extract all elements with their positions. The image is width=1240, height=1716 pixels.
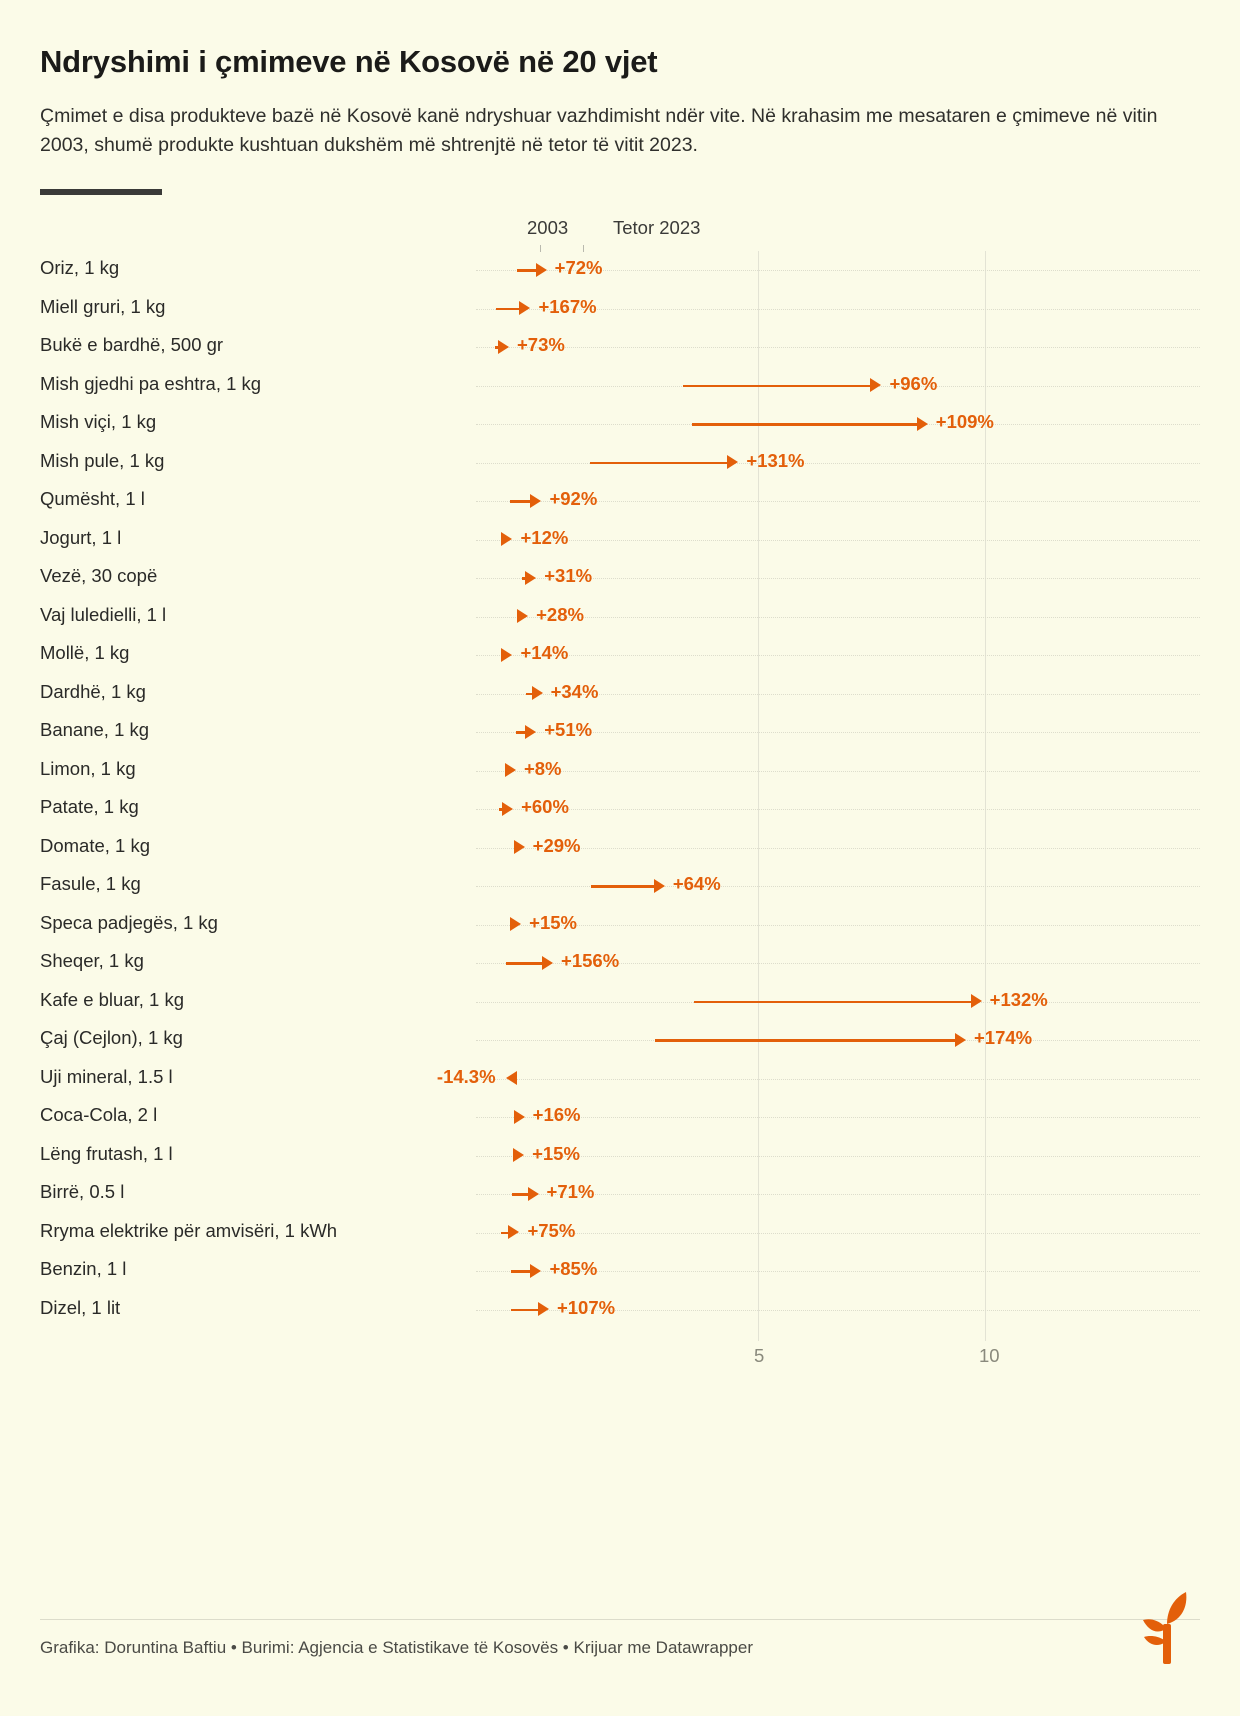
row-dotted-baseline	[476, 848, 1200, 849]
row-track	[476, 867, 1200, 906]
chart-row	[40, 867, 1200, 906]
row-label: Patate, 1 kg	[40, 796, 139, 818]
change-value-label: +16%	[532, 1104, 581, 1126]
change-value-label: +174%	[974, 1027, 1033, 1049]
change-value-label: +14%	[520, 642, 569, 664]
change-arrow-head	[955, 1033, 966, 1047]
change-value-label: +15%	[529, 911, 578, 933]
change-value-label: +60%	[521, 796, 569, 818]
row-track	[476, 675, 1200, 714]
change-arrow-head	[528, 1187, 539, 1201]
chart-row	[40, 559, 1200, 598]
chart-row	[40, 1137, 1200, 1176]
change-value-label: +15%	[532, 1142, 580, 1164]
row-track	[476, 713, 1200, 752]
change-arrow-head	[517, 609, 528, 623]
change-value-label: +132%	[989, 988, 1048, 1010]
change-value-label: +8%	[523, 757, 562, 779]
change-arrow-head	[542, 956, 553, 970]
row-dotted-baseline	[476, 1156, 1200, 1157]
row-track	[476, 482, 1200, 521]
x-tick-10: 10	[979, 1345, 1000, 1367]
row-label: Vezë, 30 copë	[40, 565, 158, 587]
change-arrow-head	[532, 686, 543, 700]
rferl-logo-icon	[1140, 1590, 1194, 1664]
row-label: Oriz, 1 kg	[40, 257, 120, 279]
row-label: Dizel, 1 lit	[40, 1296, 121, 1318]
change-arrow-line	[692, 423, 919, 426]
page-title: Ndryshimi i çmimeve në Kosovë në 20 vjet	[40, 44, 658, 79]
row-track	[476, 521, 1200, 560]
change-arrow-head	[530, 1264, 541, 1278]
row-label: Uji mineral, 1.5 l	[40, 1065, 173, 1087]
change-value-label: +131%	[746, 449, 805, 471]
row-label: Lëng frutash, 1 l	[40, 1142, 173, 1164]
change-value-label: +73%	[517, 334, 565, 356]
row-label: Qumësht, 1 l	[40, 488, 145, 510]
change-arrow-line	[510, 500, 532, 503]
row-dotted-baseline	[476, 1233, 1200, 1234]
row-track	[476, 944, 1200, 983]
arrow-range-chart	[40, 217, 1200, 1377]
chart-rows	[40, 251, 1200, 1329]
change-arrow-head	[917, 417, 928, 431]
change-value-label: +51%	[544, 719, 593, 741]
page-subtitle: Çmimet e disa produkteve bazë në Kosovë kanë ndryshuar vazhdimisht ndër vite. Në krahasim me mesataren e çmimeve në vitin 2003, shumë produkte kushtuan dukshëm më shtrenjtë në tetor të vitit 2023.	[40, 105, 1158, 156]
change-arrow-head	[514, 840, 525, 854]
row-label: Birrë, 0.5 l	[40, 1181, 125, 1203]
title-divider	[40, 189, 162, 195]
change-arrow-head	[654, 879, 665, 893]
row-dotted-baseline	[476, 463, 1200, 464]
chart-row	[40, 482, 1200, 521]
change-arrow-line	[591, 885, 656, 888]
row-label: Mish viçi, 1 kg	[40, 411, 157, 433]
change-arrow-line	[694, 1001, 973, 1004]
chart-row	[40, 328, 1200, 367]
chart-footer: Grafika: Doruntina Baftiu • Burimi: Agjencia e Statistikave të Kosovës • Krijuar me Datawrapper	[40, 1619, 1200, 1658]
row-track	[476, 752, 1200, 791]
change-value-label: +12%	[520, 526, 569, 548]
change-arrow-line	[496, 308, 521, 311]
change-value-label: +28%	[536, 603, 584, 625]
change-value-label: +71%	[546, 1181, 595, 1203]
row-track	[436, 1060, 1200, 1099]
chart-row	[40, 906, 1200, 945]
chart-row	[40, 367, 1200, 406]
row-track	[476, 598, 1200, 637]
chart-row	[40, 1291, 1200, 1330]
column-header-2023: Tetor 2023	[613, 217, 701, 239]
change-arrow-head	[727, 455, 738, 469]
row-track	[476, 1137, 1200, 1176]
change-arrow-head	[538, 1302, 549, 1316]
change-arrow-head	[508, 1225, 519, 1239]
x-axis	[476, 1345, 1200, 1371]
chart-row	[40, 1098, 1200, 1137]
row-track	[476, 1252, 1200, 1291]
chart-row	[40, 829, 1200, 868]
row-track	[476, 405, 1200, 444]
chart-row	[40, 444, 1200, 483]
row-label: Sheqer, 1 kg	[40, 950, 144, 972]
chart-row	[40, 1060, 1200, 1099]
row-label: Domate, 1 kg	[40, 834, 151, 856]
row-track	[476, 906, 1200, 945]
change-value-label: +64%	[672, 873, 721, 895]
change-value-label: +75%	[527, 1219, 576, 1241]
change-value-label: +156%	[561, 950, 620, 972]
row-label: Bukë e bardhë, 500 gr	[40, 334, 224, 356]
change-arrow-head	[505, 763, 516, 777]
row-label: Rryma elektrike për amvisëri, 1 kWh	[40, 1219, 338, 1241]
row-label: Dardhë, 1 kg	[40, 680, 146, 702]
row-label: Limon, 1 kg	[40, 757, 136, 779]
chart-row	[40, 521, 1200, 560]
row-label: Kafe e bluar, 1 kg	[40, 988, 184, 1010]
chart-row	[40, 983, 1200, 1022]
change-value-label: +109%	[935, 411, 994, 433]
change-arrow-head	[525, 725, 536, 739]
row-label: Mish pule, 1 kg	[40, 449, 165, 471]
change-value-label: +107%	[556, 1296, 616, 1318]
row-label: Mollë, 1 kg	[40, 642, 130, 664]
change-arrow-head	[502, 802, 513, 816]
row-track	[476, 444, 1200, 483]
row-dotted-baseline	[476, 925, 1200, 926]
chart-row	[40, 752, 1200, 791]
change-arrow-head	[506, 1071, 517, 1085]
change-arrow-head	[501, 532, 512, 546]
change-arrow-head	[525, 571, 536, 585]
row-label: Benzin, 1 l	[40, 1258, 127, 1280]
row-dotted-baseline	[476, 1117, 1200, 1118]
column-header-2003: 2003	[527, 217, 569, 239]
chart-row	[40, 790, 1200, 829]
change-arrow-head	[514, 1110, 525, 1124]
x-tick-5: 5	[754, 1345, 765, 1367]
row-track	[476, 1214, 1200, 1253]
change-value-label: +29%	[532, 834, 581, 856]
change-arrow-line	[517, 269, 538, 272]
row-dotted-baseline	[476, 886, 1200, 887]
change-arrow-line	[590, 462, 730, 465]
row-track	[476, 290, 1200, 329]
chart-row	[40, 290, 1200, 329]
row-dotted-baseline	[476, 655, 1200, 656]
chart-row	[40, 598, 1200, 637]
change-arrow-line	[511, 1270, 532, 1273]
row-label: Vaj luledielli, 1 l	[40, 603, 167, 625]
chart-row	[40, 1252, 1200, 1291]
row-dotted-baseline	[476, 809, 1200, 810]
row-track	[476, 328, 1200, 367]
change-arrow-head	[513, 1148, 524, 1162]
row-label: Fasule, 1 kg	[40, 873, 141, 895]
row-track	[476, 1021, 1200, 1060]
change-value-label: +34%	[550, 680, 599, 702]
change-value-label: +167%	[538, 295, 597, 317]
row-track	[476, 367, 1200, 406]
change-value-label: -14.3%	[436, 1065, 496, 1087]
row-dotted-baseline	[476, 540, 1200, 541]
change-arrow-head	[530, 494, 541, 508]
change-value-label: +92%	[549, 488, 598, 510]
change-value-label: +31%	[544, 565, 593, 587]
change-arrow-line	[506, 962, 544, 965]
change-value-label: +96%	[889, 372, 938, 394]
change-value-label: +85%	[549, 1258, 598, 1280]
chart-row	[40, 1214, 1200, 1253]
change-arrow-head	[510, 917, 521, 931]
chart-row	[40, 1021, 1200, 1060]
row-dotted-baseline	[476, 347, 1200, 348]
row-label: Coca-Cola, 2 l	[40, 1104, 158, 1126]
row-dotted-baseline	[476, 617, 1200, 618]
change-arrow-head	[870, 378, 881, 392]
row-dotted-baseline	[476, 771, 1200, 772]
row-track	[476, 636, 1200, 675]
change-value-label: +72%	[554, 257, 603, 279]
chart-row	[40, 675, 1200, 714]
change-arrow-head	[498, 340, 509, 354]
change-arrow-head	[501, 648, 512, 662]
change-arrow-line	[683, 385, 873, 388]
change-arrow-head	[971, 994, 982, 1008]
chart-row	[40, 405, 1200, 444]
row-label: Banane, 1 kg	[40, 719, 150, 741]
row-track	[476, 983, 1200, 1022]
row-track	[476, 1175, 1200, 1214]
change-arrow-line	[511, 1309, 540, 1312]
change-arrow-head	[519, 301, 530, 315]
row-track	[476, 1291, 1200, 1330]
row-label: Çaj (Cejlon), 1 kg	[40, 1027, 183, 1049]
row-label: Miell gruri, 1 kg	[40, 295, 166, 317]
change-arrow-line	[655, 1039, 957, 1042]
row-label: Jogurt, 1 l	[40, 526, 122, 548]
chart-row	[40, 713, 1200, 752]
row-track	[476, 251, 1200, 290]
chart-row	[40, 251, 1200, 290]
row-label: Speca padjegës, 1 kg	[40, 911, 218, 933]
row-dotted-baseline	[476, 1079, 1200, 1080]
chart-row	[40, 1175, 1200, 1214]
change-arrow-head	[536, 263, 547, 277]
row-track	[476, 559, 1200, 598]
row-track	[476, 1098, 1200, 1137]
chart-row	[40, 944, 1200, 983]
row-track	[476, 829, 1200, 868]
chart-row	[40, 636, 1200, 675]
row-track	[476, 790, 1200, 829]
row-label: Mish gjedhi pa eshtra, 1 kg	[40, 372, 262, 394]
